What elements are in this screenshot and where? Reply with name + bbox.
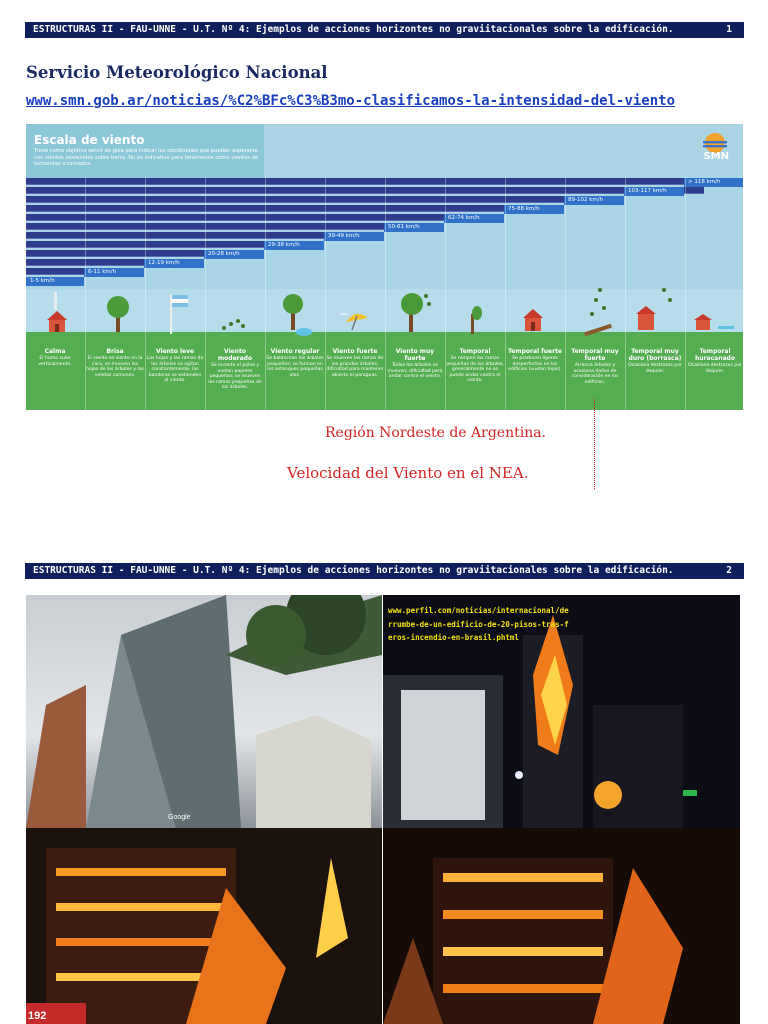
- category-temporal-muy-fuerte: [566, 348, 624, 385]
- house-damage-icon: [521, 306, 545, 334]
- category-name: Calma: [44, 348, 66, 355]
- category-desc: Ocasiona destrozos por doquier.: [628, 363, 682, 374]
- category-calma: [26, 348, 84, 367]
- category-viento-leve: [146, 348, 204, 384]
- bus-number: 192: [28, 1010, 47, 1022]
- house-smoke-icon: [44, 292, 70, 334]
- tree-waves-icon: [282, 292, 312, 336]
- infographic-header: [26, 124, 264, 178]
- umbrella-icon: [340, 308, 372, 332]
- column-divider: [685, 178, 686, 410]
- infographic-title: Escala de viento: [34, 133, 145, 147]
- speed-band: [26, 205, 564, 212]
- category-desc: Ocasiona destrozos por doquier.: [688, 363, 742, 374]
- speed-tick: 1-5 km/h: [26, 277, 84, 286]
- category-desc: Se producen ligeros desperfectos en los edificios (vuelan tejas).: [508, 356, 562, 373]
- bending-tree-icon: [398, 290, 432, 334]
- category-desc: Se levanta el polvo y vuelan papeles pequeños; se mueven las ramas pequeñas de los árboles.: [208, 363, 262, 391]
- category-viento-regular: [266, 348, 324, 378]
- burning-building-right-illustration: [383, 828, 740, 1024]
- hurricane-debris-icon: [690, 312, 738, 336]
- category-desc: Se mueven las ramas de los grandes árboles; dificultad para mantener abierto el paraguas.: [326, 356, 384, 378]
- category-name: Brisa: [106, 348, 124, 355]
- speed-tick: 29-38 km/h: [264, 241, 324, 250]
- page-number: 1: [726, 24, 732, 35]
- category-desc: Se balancean los árboles pequeños; se forman en los estanques pequeñas olas.: [266, 356, 324, 378]
- category-name: Viento leve: [155, 348, 195, 355]
- slide-header: [25, 563, 744, 579]
- category-desc: Arranca árboles y ocasiona daños de consideración en los edificios.: [571, 363, 619, 385]
- street-view-mark: Google: [168, 814, 191, 821]
- column-divider: [625, 178, 626, 410]
- category-viento-muy-fuerte: [386, 348, 444, 380]
- infographic-description: Tiene como objetivo servir de guía para indicar las condiciones que pueden esperarse con vientos sostenidos sobre tierra. No es indicativo para fenómenos como vientos de tormentas o tornados.: [34, 148, 259, 167]
- speed-band: [26, 223, 444, 230]
- category-desc: Se rompen las ramas pequeñas de los árboles, generalmente no se puede andar contra el viento.: [446, 356, 504, 384]
- category-name: Temporal fuerte: [507, 348, 563, 355]
- speed-tick: 89-102 km/h: [564, 196, 624, 205]
- category-name: Temporal huracanado: [695, 348, 735, 362]
- category-desc: El humo sube verticalmente.: [38, 356, 72, 367]
- speed-tick: 75-88 km/h: [504, 205, 564, 214]
- category-name: Viento muy fuerte: [395, 348, 435, 362]
- category-viento-fuerte: [326, 348, 384, 378]
- burning-building-photo-right: [383, 828, 740, 1024]
- speed-tick: > 118 km/h: [684, 178, 743, 187]
- category-temporal-huracanado: [686, 348, 743, 374]
- category-viento-moderado: [206, 348, 264, 391]
- building-illustration: [26, 595, 382, 828]
- slide-header-text: ESTRUCTURAS II - FAU-UNNE - U.T. Nº 4: Ejemplos de acciones horizontes no graviitacionales sobre la edificación.: [33, 24, 674, 35]
- category-desc: El viento se siente en la cara, se mueven las hojas de los árboles y las veletas comunes.: [86, 356, 144, 378]
- burning-building-left-illustration: [26, 828, 382, 1024]
- house-debris-icon: [632, 284, 676, 334]
- speed-tick: 103-117 km/h: [624, 187, 684, 196]
- slide-header-text: ESTRUCTURAS II - FAU-UNNE - U.T. Nº 4: Ejemplos de acciones horizontes no graviitacionales sobre la edificación.: [33, 565, 674, 576]
- speed-band: [26, 187, 704, 194]
- speed-tick: 20-28 km/h: [204, 250, 264, 259]
- wind-scale-infographic: [26, 124, 743, 410]
- broken-tree-icon: [462, 304, 486, 334]
- column-divider: [505, 178, 506, 410]
- category-temporal-fuerte: [506, 348, 564, 373]
- fire-night-photo: [383, 595, 740, 828]
- speed-tick: 6-11 km/h: [84, 268, 144, 277]
- speed-tick: 50-61 km/h: [384, 223, 444, 232]
- category-name: Viento moderado: [217, 348, 253, 362]
- source-title: Servicio Meteorológico Nacional: [26, 63, 328, 82]
- page-number: 2: [726, 565, 732, 576]
- wind-speed-note: Velocidad del Viento en el NEA.: [287, 464, 529, 482]
- category-name: Temporal muy duro (borrasca): [628, 348, 682, 362]
- category-name: Viento regular: [270, 348, 320, 355]
- building-photo: [26, 595, 382, 828]
- speed-tick: 39-49 km/h: [324, 232, 384, 241]
- category-desc: Las hojas y las ramas de los árboles se agitan constantemente, las banderas se extienden al viento.: [146, 356, 204, 384]
- dotted-marker-line: [594, 398, 595, 489]
- category-name: Temporal muy fuerte: [571, 348, 619, 362]
- tree-icon: [106, 294, 130, 334]
- category-temporal: [446, 348, 504, 384]
- source-link[interactable]: www.smn.gob.ar/noticias/%C2%BFc%C3%B3mo-clasificamos-la-intensidad-del-viento: [26, 93, 676, 109]
- uprooted-tree-icon: [578, 284, 618, 336]
- category-name: Temporal: [459, 348, 491, 355]
- speed-tick: 12-19 km/h: [144, 259, 204, 268]
- smn-logo-text: SMN: [703, 151, 729, 162]
- slide-header: [25, 22, 744, 38]
- news-link-caption[interactable]: www.perfil.com/noticias/internacional/derrumbe-de-un-edificio-de-20-pisos-tras-feros-incendio-en-brasil.phtml: [388, 606, 569, 642]
- category-brisa: [86, 348, 144, 378]
- region-note: Región Nordeste de Argentina.: [325, 425, 547, 441]
- category-desc: Todos los árboles se mueven; dificultad para andar contra el viento.: [387, 363, 443, 380]
- category-temporal-muy-duro: [626, 348, 684, 374]
- flying-leaves-icon: [220, 316, 246, 332]
- category-name: Viento fuerte: [332, 348, 378, 355]
- flag-icon: [168, 292, 190, 334]
- speed-tick: 62-74 km/h: [444, 214, 504, 223]
- burning-building-photo-left: [26, 828, 382, 1024]
